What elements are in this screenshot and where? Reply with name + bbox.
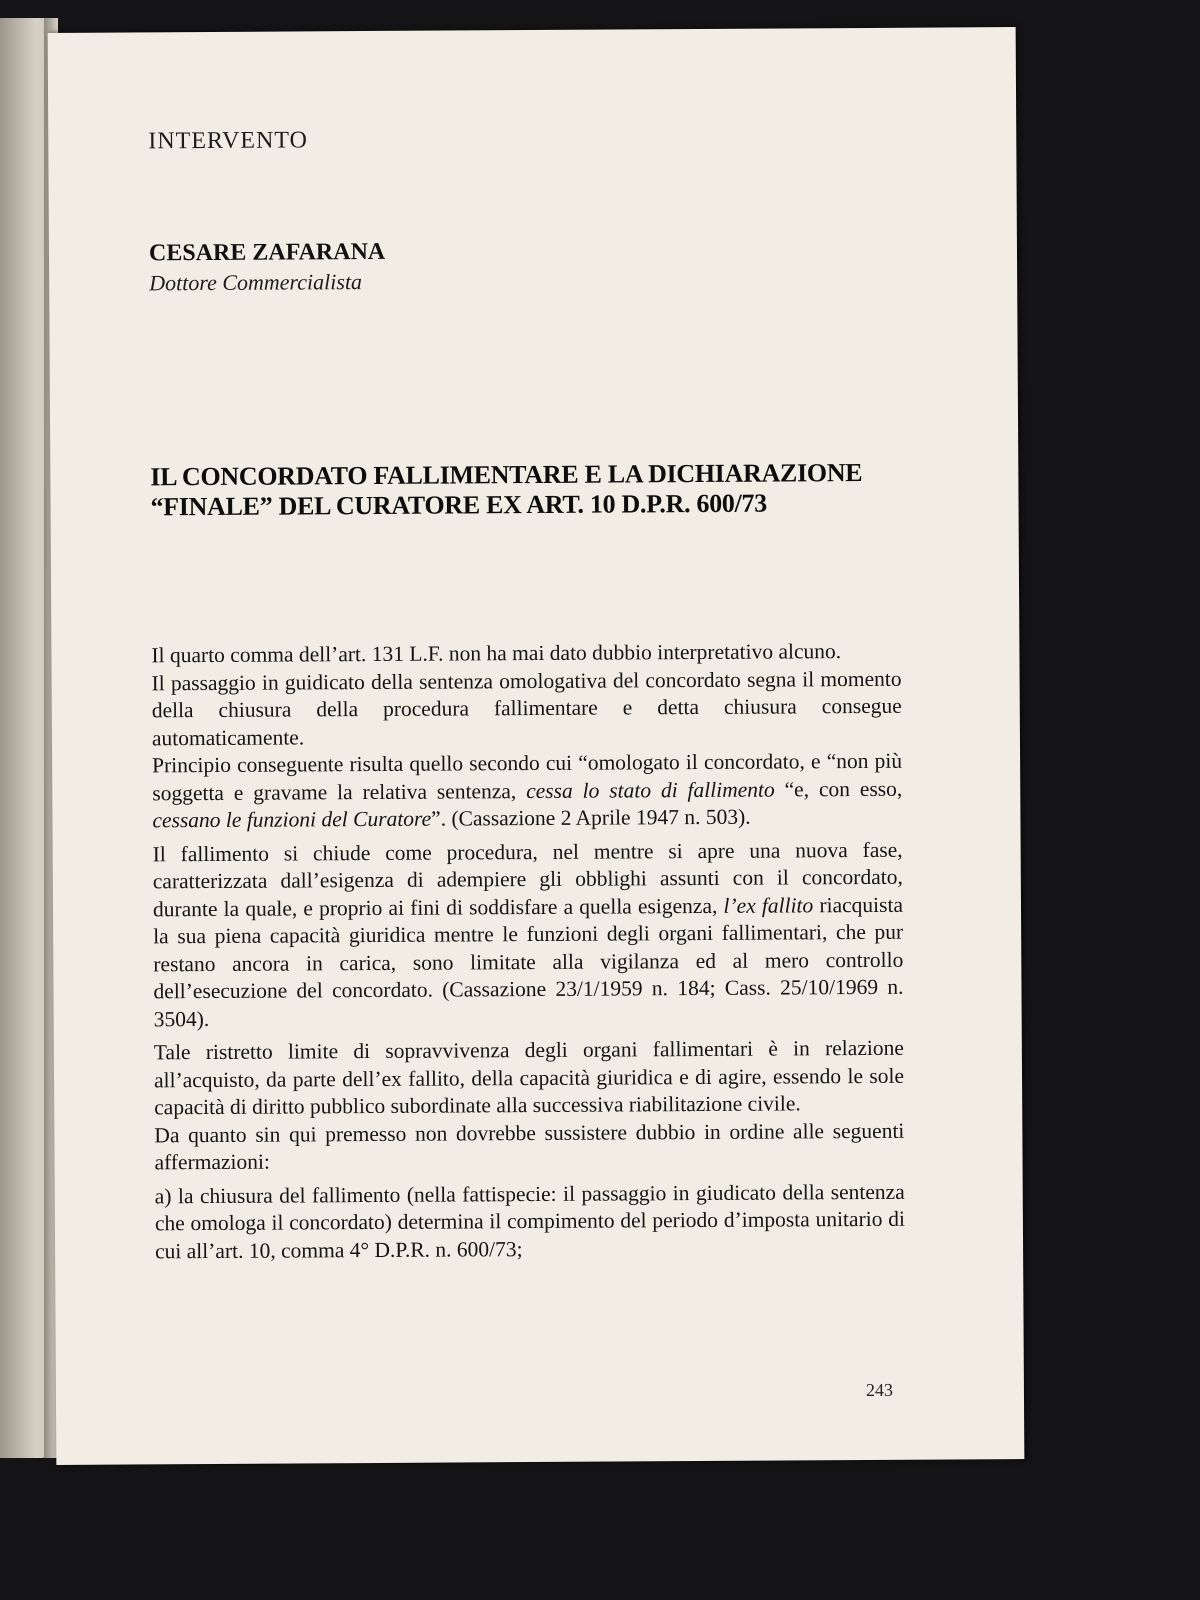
facing-page-edge: [0, 18, 46, 1458]
author-name: CESARE ZAFARANA: [148, 238, 386, 267]
paragraph-1: Il quarto comma dell’art. 131 L.F. non ha mai dato dubbio interpretativo alcuno.: [151, 639, 842, 668]
title-line-2: “FINALE” DEL CURATORE EX ART. 10 D.P.R. 600/73: [150, 488, 767, 522]
book-page: [48, 27, 1025, 1465]
article-title: [150, 458, 900, 523]
author-role: Dottore Commercialista: [149, 269, 363, 296]
paragraph-2: Il passaggio in guidicato della sentenza omologativa del concordato segna il momento della chiusura della procedura fallimentare e detta chiusura consegue automaticamente.: [151, 666, 902, 750]
title-line-1: IL CONCORDATO FALLIMENTARE E LA DICHIARAZIONE: [150, 458, 863, 492]
page-number: 243: [865, 1379, 894, 1400]
paragraph-5: Tale ristretto limite di sopravvivenza degli organi fallimentari è in relazione all’acquisto, da parte dell’ex fallito, della capacità giuridica e di agire, essendo le sole capacità di diritto pubblico subordinate alla successiva riabilitazione civile.: [153, 1035, 905, 1120]
article-body: [151, 638, 905, 1272]
paragraph-7: a) la chiusura del fallimento (nella fattispecie: il passaggio in giudicato della sentenza che omologa il concordato) determina il compimento del periodo d’imposta unitario di cui all’art. 10, comma 4° D.P.R. n. 600/73;: [154, 1179, 905, 1263]
paragraph-3: Principio conseguente risulta quello secondo cui “omologato il concordato, e “non più soggetta e gravame la relativa sentenza, cessa lo stato di fallimento “e, con esso, cessano le funzioni del Curatore”. (Cassazione 2 Aprile 1947 n. 503).: [152, 748, 903, 833]
paragraph-4: Il fallimento si chiude come procedura, nel mentre si apre una nuova fase, caratterizzata dall’esigenza di adempiere gli obblighi assunti con il concordato, durante la quale, e proprio ai fini di soddisfare a quella esigenza, l’ex fallito riacquista la sua piena capacità giuridica mentre le funzioni degli organi fallimentari, che pur restano ancora in carica, sono limitate alla vigilanza ed al mero controllo dell’esecuzione del concordato. (Cassazione 23/1/1959 n. 184; Cass. 25/10/1969 n. 3504).: [152, 837, 904, 1031]
section-label: INTERVENTO: [148, 127, 309, 155]
paragraph-6: Da quanto sin qui premesso non dovrebbe sussistere dubbio in ordine alle seguenti affermazioni:: [154, 1118, 905, 1175]
